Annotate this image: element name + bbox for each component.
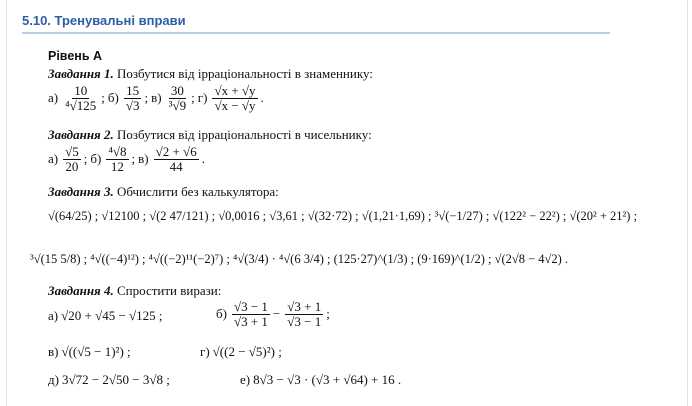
task3-expr-11: ³√(15 5/8) ; <box>30 252 88 266</box>
section-header <box>22 12 610 34</box>
task3-expr-17: √(2√8 − 4√2) . <box>494 252 569 266</box>
task3-expr-16: (9·169)^(1/2) ; <box>417 252 492 266</box>
task3-expr-9: √(122² − 22²) ; <box>492 209 567 223</box>
task3-expr-7: √(1,21·1,69) ; <box>361 209 432 223</box>
task3-row2 <box>30 252 568 267</box>
task3-expr-4: √0,0016 ; <box>218 209 267 223</box>
task2-item-b: б) $\frac{\text{⁴√8}}{12}$ ; <box>90 144 136 174</box>
task3-heading <box>48 184 279 200</box>
task4-text: Спростити вирази: <box>117 283 222 298</box>
task1-item-b: б) $\frac{15}{√3}$ ; <box>107 83 149 113</box>
task3-expr-8: ³√(−1/27) ; <box>434 209 490 223</box>
task2-item-v: в) $\frac{√2 + √6}{44}$ . <box>138 144 205 174</box>
task3-expr-10: √(20² + 21²) ; <box>569 209 638 223</box>
level-heading: Рівень А <box>48 49 103 63</box>
task2-heading <box>48 127 372 143</box>
task3-expr-6: √(32·72) ; <box>307 209 359 223</box>
task1-label: Завдання 1. <box>48 66 114 81</box>
task1-heading <box>48 66 373 82</box>
task4-item-d: д) 3√72 − 2√50 − 3√8 ; <box>48 372 170 387</box>
task3-row1 <box>48 209 637 224</box>
task3-expr-1: √(64/25) ; <box>48 209 99 223</box>
task4-item-g: г) √((2 − √5)²) ; <box>200 344 282 359</box>
task1-items <box>48 84 267 113</box>
task4-item-b: б) $\frac{√3 - 1}{√3 + 1}$ − $\frac{√3 + 1}{√3 - 1}$ ; <box>216 299 330 329</box>
task4-item-v: в) √((√5 − 1)²) ; <box>48 344 131 359</box>
task4-item-e: е) 8√3 − √3 · (√3 + √64) + 16 . <box>240 372 402 387</box>
section-title: 5.10. Тренувальні вправи <box>22 13 186 28</box>
task1-text: Позбутися від ірраціональності в знаменнику: <box>117 66 373 81</box>
task1-item-g: г) $\frac{√x + √y}{√x - √y}$ . <box>197 83 264 113</box>
task1-item-a: а) $\frac{10}{\text{⁴√125}}$ ; <box>48 83 105 113</box>
task3-text: Обчислити без калькулятора: <box>117 184 279 199</box>
task4-heading <box>48 283 221 299</box>
task2-items <box>48 145 208 174</box>
task3-expr-14: ⁴√(3/4) · ⁴√(6 3/4) ; <box>233 252 331 266</box>
task2-text: Позбутися від ірраціональності в чисельнику: <box>117 127 372 142</box>
task4-item-a: а) √20 + √45 − √125 ; <box>48 308 163 323</box>
task3-expr-12: ⁴√((−4)¹²) ; <box>90 252 146 266</box>
task3-expr-3: √(2 47/121) ; <box>149 209 216 223</box>
task3-expr-2: √12100 ; <box>101 209 147 223</box>
task3-expr-13: ⁴√((−2)¹¹(−2)⁷) ; <box>148 252 230 266</box>
task1-item-v: в) $\frac{30}{\text{³√9}}$ ; <box>151 83 195 113</box>
task3-label: Завдання 3. <box>48 184 114 199</box>
task2-item-a: а) $\frac{√5}{20}$ ; <box>48 144 88 174</box>
task4-label: Завдання 4. <box>48 283 114 298</box>
task2-label: Завдання 2. <box>48 127 114 142</box>
task3-expr-15: (125·27)^(1/3) ; <box>333 252 415 266</box>
task3-expr-5: √3,61 ; <box>269 209 305 223</box>
